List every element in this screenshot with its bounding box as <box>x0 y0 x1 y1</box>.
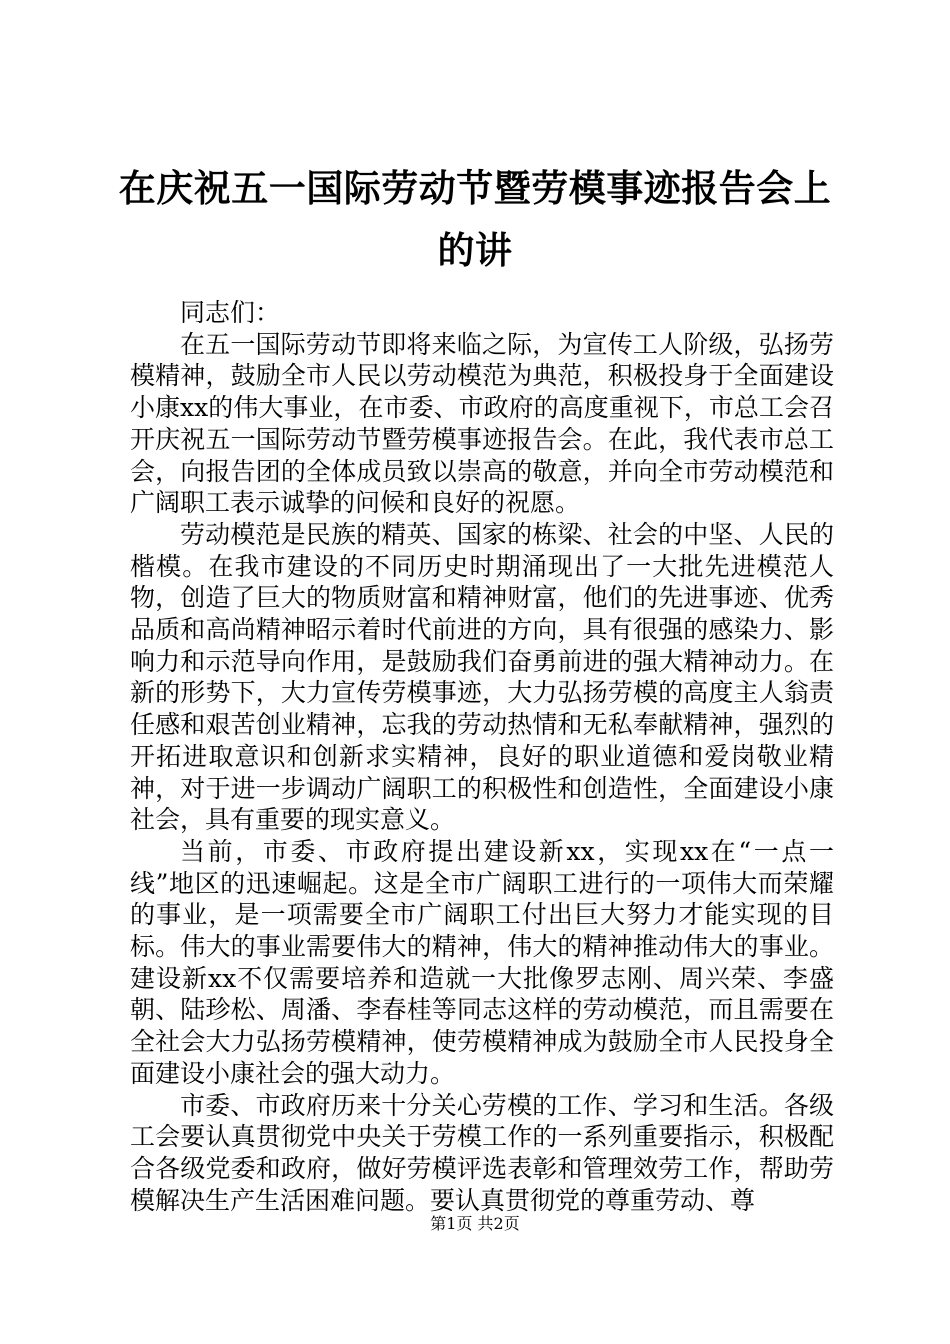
document-body <box>130 297 834 1216</box>
paragraph-3: 当前，市委、市政府提出建设新xx，实现xx在“一点一线”地区的迅速崛起。这是全市广阔职工进行的一项伟大而荣耀的事业，是一项需要全市广阔职工付出巨大努力才能实现的目标。伟大的事业需要伟大的精神，伟大的精神推动伟大的事业。建设新xx不仅需要培养和造就一大批像罗志刚、周兴荣、李盛朝、陆珍松、周潘、李春桂等同志这样的劳动模范，而且需要在全社会大力弘扬劳模精神，使劳模精神成为鼓励全市人民投身全面建设小康社会的强大动力。 <box>130 836 834 1088</box>
salutation: 同志们： <box>180 298 281 327</box>
paragraph-4: 市委、市政府历来十分关心劳模的工作、学习和生活。各级工会要认真贯彻党中央关于劳模工作的一系列重要指示，积极配合各级党委和政府，做好劳模评选表彰和管理效劳工作，帮助劳模解决生产生活困难问题。要认真贯彻党的尊重劳动、尊 <box>130 1090 834 1215</box>
page-footer: 第1页 共2页 <box>430 1214 520 1233</box>
paragraph-1: 在五一国际劳动节即将来临之际，为宣传工人阶级，弘扬劳模精神，鼓励全市人民以劳动模范为典范，积极投身于全面建设小康xx的伟大事业，在市委、市政府的高度重视下，市总工会召开庆祝五一国际劳动节暨劳模事迹报告会。在此，我代表市总工会，向报告团的全体成员致以崇高的敬意，并向全市劳动模范和广阔职工表示诚挚的问候和良好的祝愿。 <box>130 329 834 518</box>
document-title: 在庆祝五一国际劳动节暨劳模事迹报告会上的讲 <box>118 167 832 272</box>
paragraph-2: 劳动模范是民族的精英、国家的栋梁、社会的中坚、人民的楷模。在我市建设的不同历史时期涌现出了一大批先进模范人物，创造了巨大的物质财富和精神财富，他们的先进事迹、优秀品质和高尚精神昭示着时代前进的方向，具有很强的感染力、影响力和示范导向作用，是鼓励我们奋勇前进的强大精神动力。在新的形势下，大力宣传劳模事迹，大力弘扬劳模的高度主人翁责任感和艰苦创业精神，忘我的劳动热情和无私奉献精神，强烈的开拓进取意识和创新求实精神，良好的职业道德和爱岗敬业精神，对于进一步调动广阔职工的积极性和创造性，全面建设小康社会，具有重要的现实意义。 <box>130 519 834 835</box>
